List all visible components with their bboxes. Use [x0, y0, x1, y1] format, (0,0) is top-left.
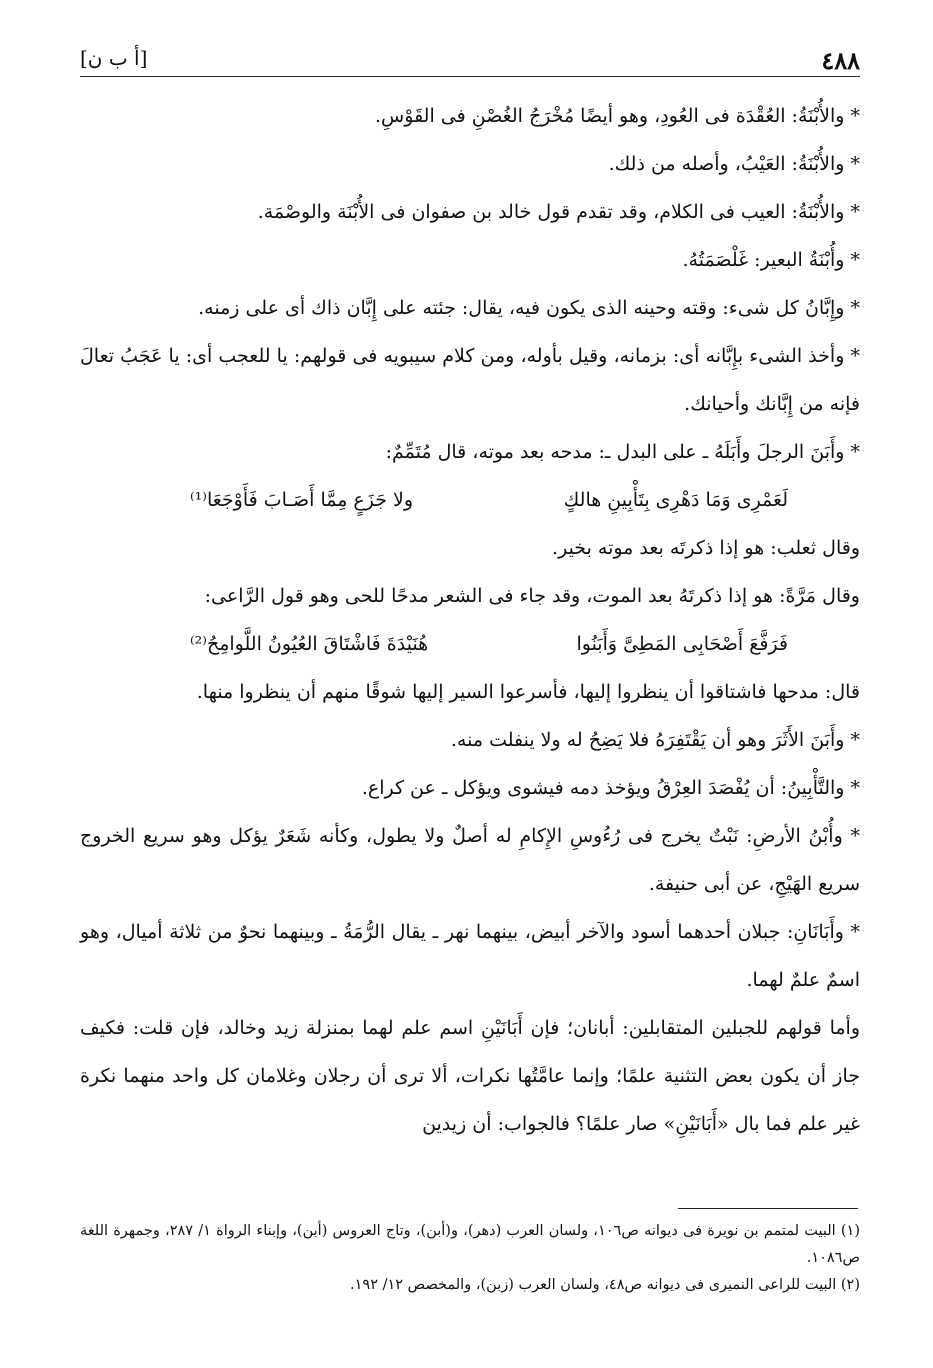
verse-first-hemistich: لَعَمْرِى وَمَا دَهْرِى بِتَأْبِينِ هالكٍ — [563, 489, 788, 511]
verse-first-hemistich: فَرَفَّعَ أَصْحَابِى المَطِىَّ وَأَبَنُوا — [576, 633, 788, 655]
footnote: (٢) البيت للراعى النميرى فى ديوانه ص٤٨، ولسان العرب (زبن)، والمخصص ١٢/ ١٩٢. — [350, 1277, 860, 1293]
verse-second-hemistich: ولا جَزَعٍ مِمَّا أَصَـابَ فَأَوْجَعَا⁽¹⁾ — [190, 489, 414, 511]
root-label: [أ ب ن] — [80, 46, 148, 70]
page-number: ٤٨٨ — [821, 46, 860, 75]
footnote: (١) البيت لمتمم بن نويرة فى ديوانه ص١٠٦، ولسان العرب (دهر)، و(أبن)، وتاج العروس (أبن)، وإبناء الرواة ١/ ٢٨٧، وجمهرة اللغة ص١٠٨٦. — [80, 1223, 861, 1266]
paragraph: * وأُبْنُ الأرضِ: نَبْتٌ يخرج فى رُءُوسِ الإِكامِ له أصلٌ ولا يطول، وكأنه شَعَرٌ يؤكل وهو سريع الخروج سريع الهَيْجِ، عن أبى حنيفة. — [80, 825, 860, 895]
paragraph: * والتَّأْبِينُ: أن يُفْصَدَ العِرْقُ ويؤخذ دمه فيشوى ويؤكل ـ عن كراع. — [361, 777, 860, 799]
paragraph: وقال ثعلب: هو إذا ذكرتَه بعد موته بخير. — [552, 537, 860, 559]
paragraph: * والأُبْنَةُ: العيب فى الكلام، وقد تقدم قول خالد بن صفوان فى الأُبْنَة والوصْمَة. — [257, 201, 860, 223]
paragraph: وقال مَرَّةً: هو إذا ذكرتَهُ بعد الموت، وقد جاء فى الشعر مدحًا للحى وهو قول الرَّاعى: — [204, 585, 860, 607]
verse-second-hemistich: هُنَيْدَةَ فَاشْتَاقَ العُيُونُ اللَّوامِحُ⁽²⁾ — [190, 633, 429, 655]
paragraph: * وأَبَنَ الأَثَرَ وهو أن يَقْتَفِرَهُ فلا يَضِحُ له ولا ينفلت منه. — [450, 729, 860, 751]
paragraph: * وأُبْنَةُ البعير: غَلْصَمَتُهُ. — [682, 249, 860, 271]
footnotes — [80, 1218, 860, 1299]
verse-mutammim — [80, 476, 860, 524]
main-text — [80, 92, 860, 1148]
paragraph: * والأُبْنَةُ: العَيْبُ، وأصله من ذلك. — [608, 153, 860, 175]
verse-rai — [80, 620, 860, 668]
paragraph: وأما قولهم للجبلين المتقابلين: أبانان؛ فإن أَبَانَيْنِ اسم علم لهما بمنزلة زيد وخالد، فإن قلت: فكيف جاز أن يكون بعض التثنية علمًا؛ وإنما عامَّتُها نكرات، ألا ترى أن رجلان وغلامان كل واحد منهما نكرة غير علم فما بال «أَبَانَيْنِ» صار علمًا؟ فالجواب: أن زيدين — [80, 1017, 860, 1135]
paragraph: * وأَبَنَ الرجلَ وأَبَلَهُ ـ على البدل ـ: مدحه بعد موته، قال مُتَمِّمٌ: — [385, 441, 860, 463]
footnote-divider — [678, 1208, 858, 1209]
paragraph: * وأخذ الشىء بإِبَّانه أى: بزمانه، وقيل بأوله، ومن كلام سيبويه فى قولهم: يا للعجب أى: يا عَجَبُ تعالَ فإنه من إِبَّانك وأحيانك. — [80, 345, 860, 415]
header-divider — [80, 76, 860, 77]
paragraph: قال: مدحها فاشتاقوا أن ينظروا إليها، فأسرعوا السير إليها شوقًا منهم أن ينظروا منها. — [196, 681, 860, 703]
paragraph: * وأَبَانَانِ: جبلان أحدهما أسود والآخر أبيض، بينهما نهر ـ يقال الرُّمَةُ ـ وبينهما نحوٌ من ثلاثة أميال، وهو اسمٌ علمٌ لهما. — [80, 921, 860, 991]
page-header — [80, 40, 860, 76]
paragraph: * وإِبَّانُ كل شىء: وقته وحينه الذى يكون فيه، يقال: جئته على إِبَّان ذاك أى على زمنه. — [198, 297, 860, 319]
paragraph: * والأُبْنَةُ: العُقْدَة فى العُودِ، وهو أيضًا مُخْرَجُ الغُصْنِ فى القَوْسِ. — [375, 105, 860, 127]
